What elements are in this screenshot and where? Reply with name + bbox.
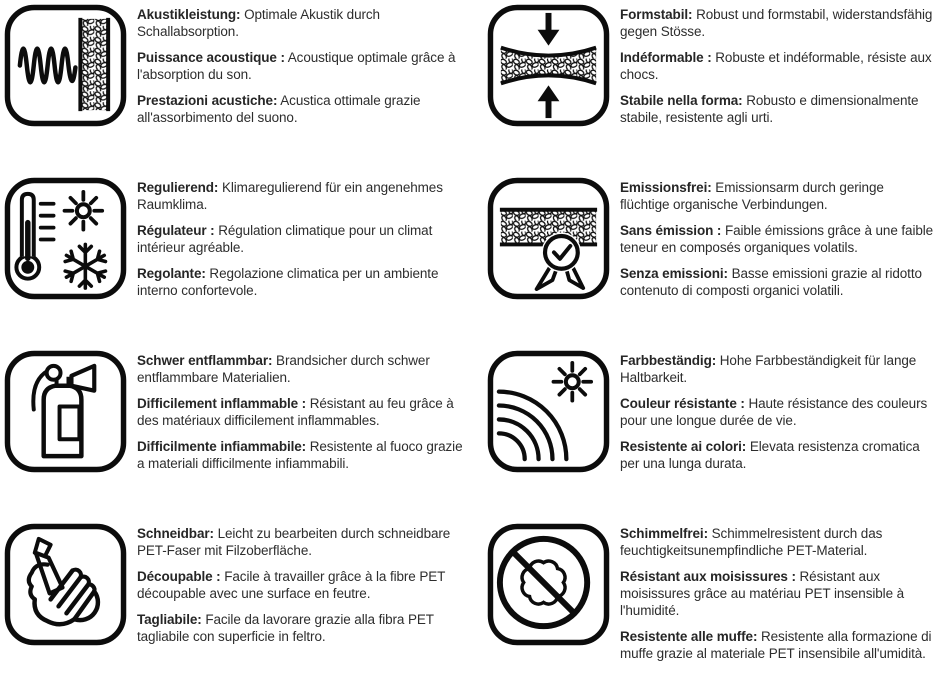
feature-paragraph-de — [620, 179, 936, 213]
feature-paragraph-it — [137, 438, 467, 472]
form-stable-icon — [487, 4, 610, 127]
feature-description: Facile da lavorare grazie alla fibra PET tagliabile con superficie in feltro. — [137, 612, 434, 644]
feature-label: Régulateur : — [137, 223, 215, 238]
feature-label: Tagliabile: — [137, 612, 202, 627]
feature-item — [468, 523, 936, 662]
color-fast-icon — [487, 350, 610, 473]
feature-paragraph-it — [620, 438, 936, 472]
feature-paragraph-fr — [620, 568, 936, 619]
feature-description: Klimaregulierend für ein angenehmes Raumklima. — [137, 180, 443, 212]
feature-item — [0, 4, 468, 127]
feature-label: Découpable : — [137, 569, 221, 584]
feature-paragraph-de — [137, 352, 467, 386]
feature-paragraph-de — [137, 6, 467, 40]
feature-description: Leicht zu bearbeiten durch schneidbare PET-Faser mit Filzoberfläche. — [137, 526, 451, 558]
feature-text-block — [137, 350, 467, 472]
feature-paragraph-it — [620, 628, 936, 662]
feature-label: Akustikleistung: — [137, 7, 241, 22]
feature-description: Emissionsarm durch geringe flüchtige organische Verbindungen. — [620, 180, 884, 212]
feature-item — [0, 523, 468, 662]
feature-label: Couleur résistante : — [620, 396, 745, 411]
feature-description: Robuste et indéformable, résiste aux chocs. — [620, 50, 932, 82]
feature-description: Haute résistance des couleurs pour une longue durée de vie. — [620, 396, 928, 428]
feature-label: Stabile nella forma: — [620, 93, 743, 108]
feature-label: Resistente alle muffe: — [620, 629, 758, 644]
feature-label: Puissance acoustique : — [137, 50, 285, 65]
feature-description: Robust und formstabil, widerstandsfähig gegen Stösse. — [620, 7, 933, 39]
feature-description: Resistente al fuoco grazie a materiali difficilmente infiammabili. — [137, 439, 463, 471]
sound-absorption-icon — [4, 4, 127, 127]
feature-label: Senza emissioni: — [620, 266, 728, 281]
feature-description: Schimmelresistent durch das feuchtigkeitsunempfindliche PET-Material. — [620, 526, 883, 558]
feature-description: Brandsicher durch schwer entflammbare Materialien. — [137, 353, 430, 385]
feature-item — [0, 350, 468, 473]
feature-paragraph-de — [137, 179, 467, 213]
feature-text-block — [137, 523, 467, 645]
mold-free-icon — [487, 523, 610, 646]
emission-free-icon — [487, 177, 610, 300]
feature-description: Basse emissioni grazie al ridotto contenuto di composti organici volatili. — [620, 266, 922, 298]
feature-item — [468, 4, 936, 127]
feature-paragraph-it — [620, 265, 936, 299]
feature-paragraph-it — [137, 92, 467, 126]
feature-item — [0, 177, 468, 300]
feature-label: Prestazioni acustiche: — [137, 93, 278, 108]
feature-paragraph-de — [620, 6, 936, 40]
feature-paragraph-it — [620, 92, 936, 126]
feature-label: Resistente ai colori: — [620, 439, 747, 454]
feature-label: Difficilmente infiammabile: — [137, 439, 307, 454]
feature-item — [468, 177, 936, 300]
feature-text-block — [620, 4, 936, 126]
feature-paragraph-fr — [137, 222, 467, 256]
feature-description: Robusto e dimensionalmente stabile, resistente agli urti. — [620, 93, 919, 125]
feature-text-block — [620, 177, 936, 299]
feature-label: Sans émission : — [620, 223, 722, 238]
feature-item — [468, 350, 936, 473]
feature-label: Schimmelfrei: — [620, 526, 708, 541]
feature-text-block — [137, 177, 467, 299]
feature-label: Emissionsfrei: — [620, 180, 712, 195]
feature-description: Elevata resistenza cromatica per una lunga durata. — [620, 439, 920, 471]
feature-description: Régulation climatique pour un climat intérieur agréable. — [137, 223, 433, 255]
feature-label: Résistant aux moisissures : — [620, 569, 796, 584]
feature-label: Indéformable : — [620, 50, 712, 65]
feature-description: Résistant aux moisissures grâce au matériau PET insensible à l'humidité. — [620, 569, 905, 618]
flame-retardant-icon — [4, 350, 127, 473]
feature-paragraph-fr — [137, 568, 467, 602]
feature-text-block — [620, 350, 936, 472]
feature-text-block — [620, 523, 936, 662]
feature-label: Regulierend: — [137, 180, 219, 195]
feature-paragraph-fr — [137, 49, 467, 83]
feature-label: Regolante: — [137, 266, 206, 281]
feature-label: Formstabil: — [620, 7, 693, 22]
feature-paragraph-fr — [137, 395, 467, 429]
feature-description: Faible émissions grâce à une faible teneur en composés organiques volatils. — [620, 223, 934, 255]
feature-paragraph-de — [137, 525, 467, 559]
feature-paragraph-it — [137, 611, 467, 645]
feature-paragraph-de — [620, 525, 936, 559]
feature-description: Facile à travailler grâce à la fibre PET découpable avec une surface en feutre. — [137, 569, 446, 601]
feature-paragraph-fr — [620, 222, 936, 256]
feature-paragraph-fr — [620, 395, 936, 429]
feature-paragraph-fr — [620, 49, 936, 83]
feature-description: Regolazione climatica per un ambiente interno confortevole. — [137, 266, 439, 298]
feature-description: Optimale Akustik durch Schallabsorption. — [137, 7, 380, 39]
feature-description: Acoustique optimale grâce à l'absorption du son. — [137, 50, 456, 82]
feature-paragraph-de — [620, 352, 936, 386]
cuttable-icon — [4, 523, 127, 646]
feature-description: Acustica ottimale grazie all'assorbimento del suono. — [137, 93, 421, 125]
feature-label: Schneidbar: — [137, 526, 214, 541]
feature-label: Schwer entflammbar: — [137, 353, 273, 368]
climate-regulating-icon — [4, 177, 127, 300]
feature-text-block — [137, 4, 467, 126]
feature-label: Difficilement inflammable : — [137, 396, 307, 411]
feature-description: Hohe Farbbeständigkeit für lange Haltbarkeit. — [620, 353, 917, 385]
feature-label: Farbbeständig: — [620, 353, 717, 368]
feature-description: Résistant au feu grâce à des matériaux difficilement inflammables. — [137, 396, 454, 428]
feature-description: Resistente alla formazione di muffe grazie al materiale PET insensibile all'umidità. — [620, 629, 932, 661]
feature-paragraph-it — [137, 265, 467, 299]
